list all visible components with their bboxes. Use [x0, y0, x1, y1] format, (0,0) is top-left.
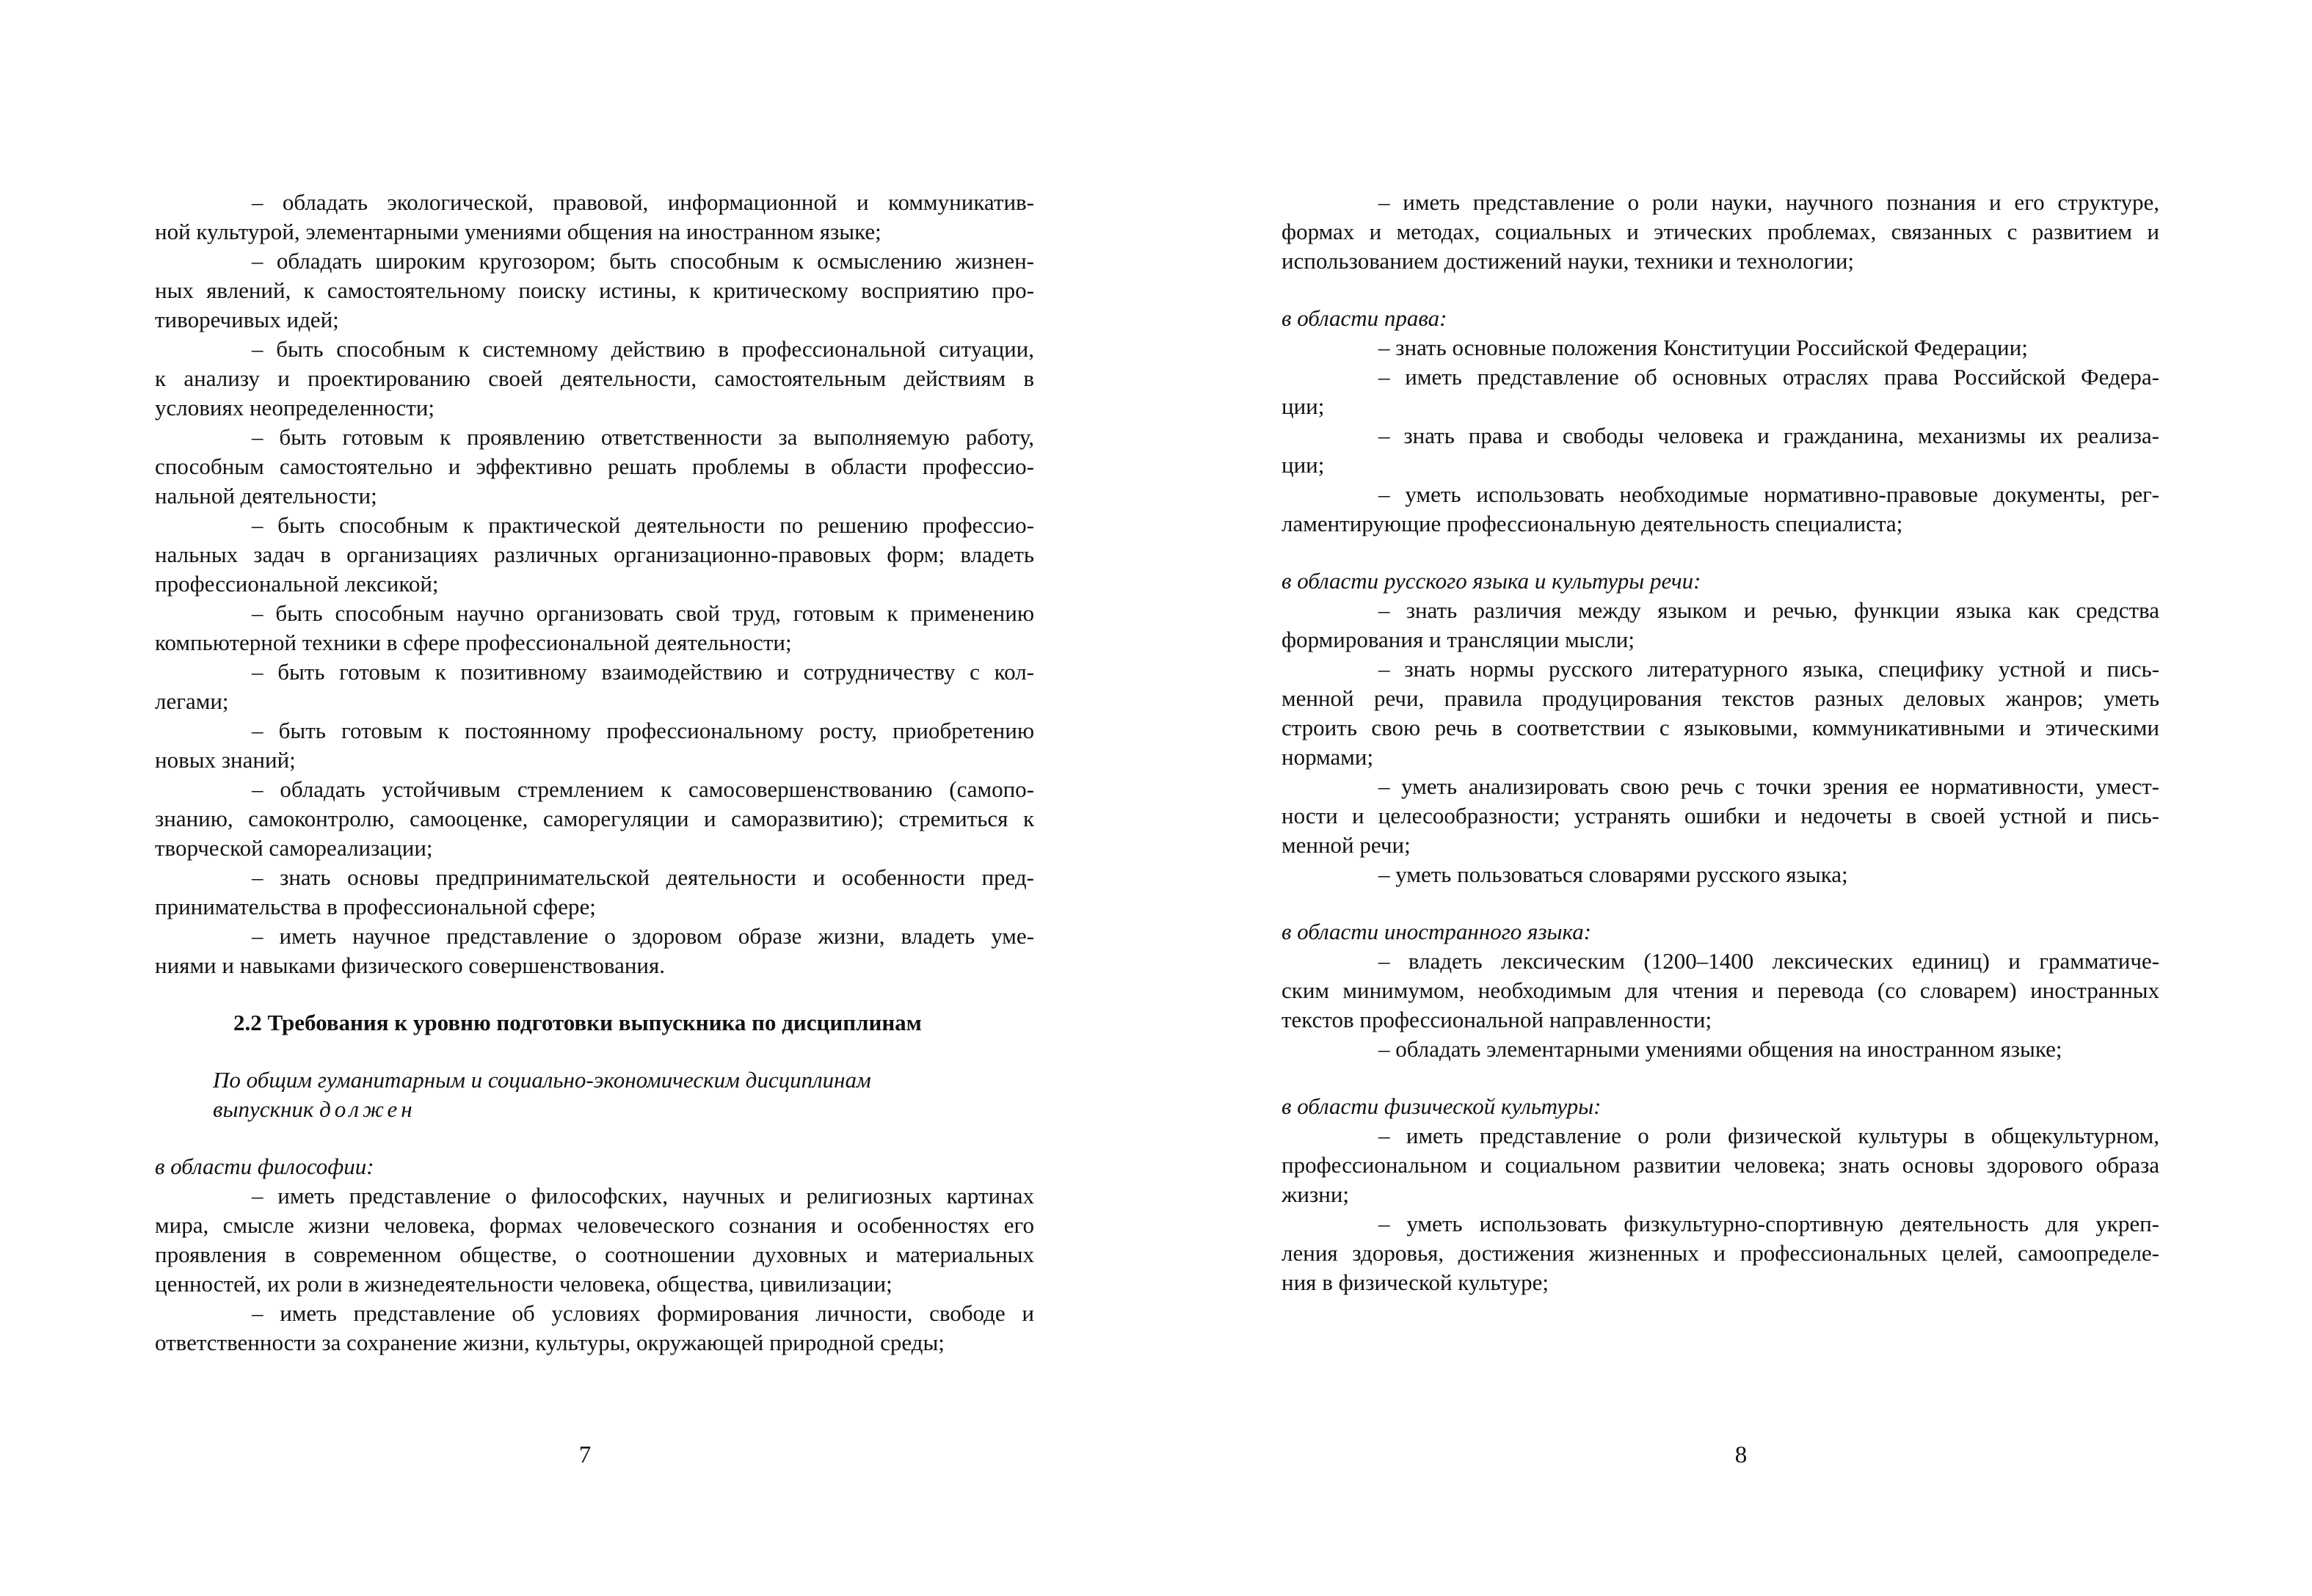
text-line: условиях неопределенности;	[155, 395, 435, 420]
text-line: – уметь использовать необходимые нормативно-правовые документы, рег-	[1378, 481, 2159, 507]
text-line: проявления в современном обществе, о соотношении духовных и материальных	[155, 1242, 1034, 1267]
text-line: – уметь анализировать свою речь с точки зрения ее нормативности, умест-	[1378, 773, 2159, 799]
text-line: – обладать широким кругозором; быть способным к осмыслению жизнен-	[252, 248, 1034, 274]
text-line: – иметь представление о роли науки, научного познания и его структуре,	[1378, 189, 2159, 215]
text-line: к анализу и проектированию своей деятельности, самостоятельным действиям в	[155, 365, 1034, 391]
text-line: ценностей, их роли в жизнедеятельности человека, общества, цивилизации;	[155, 1271, 893, 1297]
page-number: 8	[1734, 1442, 1748, 1468]
subheading-prefix: выпускник	[213, 1096, 314, 1122]
text-line: – обладать элементарными умениями общения на иностранном языке;	[1378, 1036, 2062, 1062]
text-line: – быть способным к системному действию в профессиональной ситуации,	[252, 336, 1034, 362]
text-line: ных явлений, к самостоятельному поиску истины, к критическому восприятию про-	[155, 277, 1034, 303]
text-line: формах и методах, социальных и этических проблемах, связанных с развитием и	[1282, 219, 2159, 244]
left-page-text	[155, 188, 1034, 1358]
page-number: 7	[578, 1442, 592, 1468]
text-line: текстов профессиональной направленности;	[1282, 1007, 1712, 1032]
text-line: – знать права и свободы человека и гражданина, механизмы их реализа-	[1378, 423, 2159, 448]
text-line: – быть способным научно организовать свой труд, готовым к применению	[252, 600, 1034, 626]
text-line: – иметь представление об основных отраслях права Российской Федера-	[1378, 364, 2159, 390]
philosophy-title: в области философии:	[155, 1154, 374, 1179]
text-line: ния в физической культуре;	[1282, 1269, 1549, 1295]
section-heading: 2.2 Требования к уровню подготовки выпускника по дисциплинам	[233, 1010, 922, 1035]
text-line: – уметь использовать физкультурно-спортивную деятельность для укреп-	[1378, 1211, 2159, 1236]
text-line: – знать различия между языком и речью, функции языка как средства	[1378, 597, 2159, 623]
text-line: ответственности за сохранение жизни, культуры, окружающей природной среды;	[155, 1330, 945, 1355]
text-line: – иметь научное представление о здоровом образе жизни, владеть уме-	[252, 923, 1034, 949]
spacer	[155, 1038, 1034, 1065]
text-line: ции;	[1282, 393, 1325, 419]
text-line: ниями и навыками физического совершенствования.	[155, 952, 666, 978]
text-line: – обладать экологической, правовой, информационной и коммуникатив-	[252, 189, 1034, 215]
law-title: в области права:	[1282, 305, 1447, 331]
text-line: способным самостоятельно и эффективно решать проблемы в области профессио-	[155, 453, 1034, 479]
text-line: ским минимумом, необходимым для чтения и перевода (со словарем) иностранных	[1282, 977, 2159, 1003]
text-line: жизни;	[1282, 1181, 1350, 1207]
text-line: – быть готовым к позитивному взаимодействию и сотрудничеству с кол-	[252, 659, 1034, 685]
text-line: принимательства в профессиональной сфере;	[155, 894, 596, 919]
subheading-spaced-word: должен	[319, 1096, 416, 1122]
text-line: ления здоровья, достижения жизненных и профессиональных целей, самоопределе-	[1282, 1240, 2159, 1266]
text-line: нормами;	[1282, 744, 1374, 770]
text-line: – обладать устойчивым стремлением к самосовершенствованию (самопо-	[252, 776, 1034, 802]
subheading-line: По общим гуманитарным и социально-экономическим дисциплинам	[213, 1067, 871, 1093]
text-line: нальных задач в организациях различных организационно-правовых форм; владеть	[155, 542, 1034, 567]
text-line: – иметь представление о роли физической культуры в общекультурном,	[1378, 1123, 2159, 1148]
spacer	[1282, 276, 2159, 304]
text-line: компьютерной техники в сфере профессиональной деятельности;	[155, 630, 792, 655]
spacer	[1282, 889, 2159, 917]
text-line: знанию, самоконтролю, самооценке, саморегуляции и саморазвитию); стремиться к	[155, 806, 1034, 831]
text-line: формирования и трансляции мысли;	[1282, 627, 1635, 652]
text-line: менной речи;	[1282, 832, 1411, 858]
text-line: ности и целесообразности; устранять ошибки и недочеты в своей устной и пись-	[1282, 803, 2159, 828]
subheading	[155, 1065, 1034, 1124]
text-line: ции;	[1282, 452, 1325, 478]
russian-title: в области русского языка и культуры речи:	[1282, 568, 1701, 594]
text-line: – быть готовым к проявлению ответственности за выполняемую работу,	[252, 424, 1034, 450]
text-line: ламентирующие профессиональную деятельность специалиста;	[1282, 511, 1903, 536]
text-line: – знать нормы русского литературного языка, специфику устной и пись-	[1378, 656, 2159, 682]
foreign-title: в области иностранного языка:	[1282, 919, 1592, 944]
text-line: профессиональном и социальном развитии человека; знать основы здорового образа	[1282, 1152, 2159, 1178]
text-line: легами;	[155, 688, 229, 714]
text-line: нальной деятельности;	[155, 483, 377, 509]
text-line: тиворечивых идей;	[155, 307, 339, 332]
text-line: менной речи, правила продуцирования текстов разных деловых жанров; уметь	[1282, 685, 2159, 711]
spacer	[1282, 1064, 2159, 1092]
text-line: – владеть лексическим (1200–1400 лексических единиц) и грамматиче-	[1378, 948, 2159, 974]
text-line: новых знаний;	[155, 747, 296, 773]
text-line: – быть способным к практической деятельности по решению профессио-	[252, 512, 1034, 538]
text-line: – знать основные положения Конституции Российской Федерации;	[1378, 335, 2028, 360]
text-line: мира, смысле жизни человека, формах человеческого сознания и особенностях его	[155, 1212, 1034, 1238]
text-line: использованием достижений науки, техники и технологии;	[1282, 248, 1855, 274]
spacer	[155, 980, 1034, 1008]
spacer	[155, 1124, 1034, 1152]
text-line: – иметь представление об условиях формирования личности, свободе и	[252, 1300, 1034, 1326]
pe-title: в области физической культуры:	[1282, 1093, 1602, 1119]
text-line: строить свою речь в соответствии с языковыми, коммуникативными и этическими	[1282, 715, 2159, 740]
text-line: – знать основы предпринимательской деятельности и особенности пред-	[252, 864, 1034, 890]
right-page	[1156, 0, 2312, 1596]
text-line: – быть готовым к постоянному профессиональному росту, приобретению	[252, 718, 1034, 743]
text-line: – иметь представление о философских, научных и религиозных картинах	[252, 1183, 1034, 1209]
text-line: творческой самореализации;	[155, 835, 433, 861]
text-line: профессиональной лексикой;	[155, 571, 439, 597]
text-line: – уметь пользоваться словарями русского языка;	[1378, 861, 1848, 887]
text-line: ной культурой, элементарными умениями общения на иностранном языке;	[155, 219, 881, 244]
spacer	[1282, 539, 2159, 566]
subheading-line	[213, 1095, 1034, 1124]
right-page-text	[1282, 188, 2159, 1297]
